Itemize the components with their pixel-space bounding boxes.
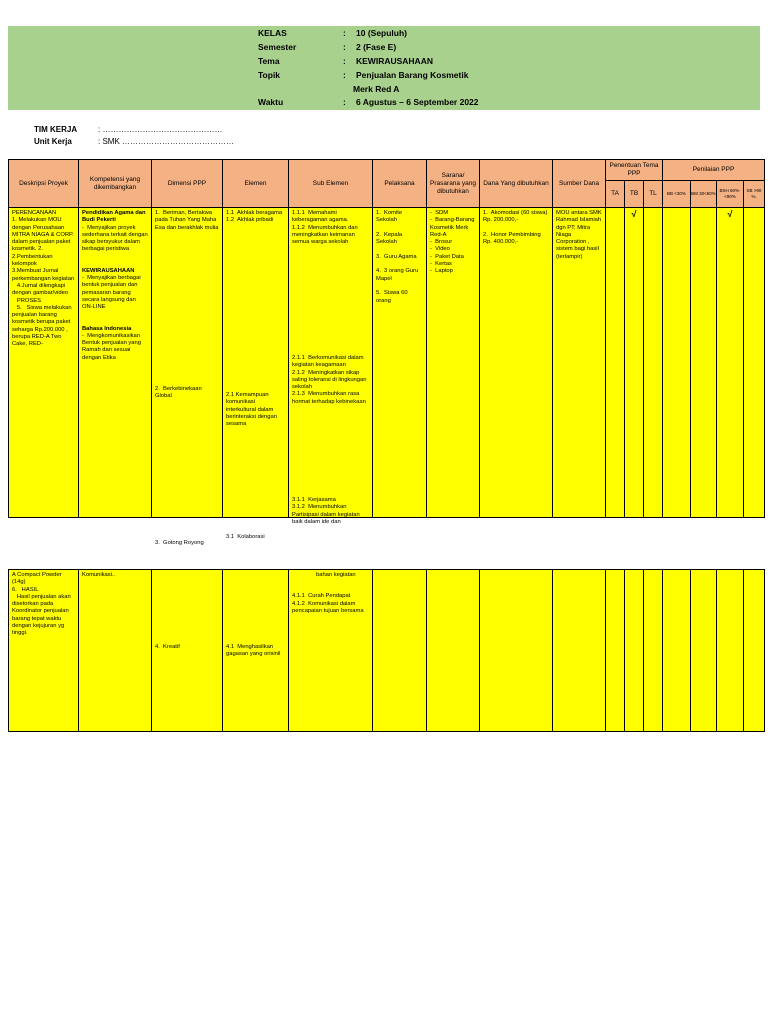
cell-elemen: 1.1 Akhlak beragama 1.2 Akhlak pribadi 2.1 Kemampuan komunikasi interkultural dalam berinteraksi dengan sesama 3.1 Kolaborasi (223, 208, 289, 518)
cell-deskripsi-cont: A Compact Powder (14g) 6. HASIL Hasil penjualan akan disetorkan pada Koordinator penjualan barang tepat waktu dengan kejujuran yg tinggi. (9, 570, 79, 732)
header-bm: BM 30<60% (691, 181, 717, 208)
cell-sumber: MOU antara SMK Rahmad Islamiah dgn PT; Mitra Niaga Corporation , sistem bagi hasil (terlampir) (553, 208, 606, 518)
cell-dimensi-cont: 4. Kreatif (152, 570, 223, 732)
header-sub-elemen: Sub Elemen (289, 160, 373, 208)
cell-deskripsi: PERENCANAAN 1. Melakukan MOU dengan Perusahaan MITRA NIAGA & CORP. dalam penjualan paket kosmetik. 2. 2.Pembentukan kelompok 3.Membuat Jurnal perkembangan kegiatan 4.Jurnal dilengkapi dengan gambar/video PROSES 5. Siswa melakukan penjualan barang kosmetik berupa paket seharga Rp.200.000 , berupa RED-A Two Cake, RED- (9, 208, 79, 518)
header-ta: TA (606, 181, 625, 208)
cell-dimensi: 1. Beriman, Bertakwa pada Tuhan Yang Maha Esa dan berakhlak mulia 2. Berkebinekaan Global 3. Gotong Royong (152, 208, 223, 518)
cell-sb-cont (744, 570, 765, 732)
cell-bm-cont (691, 570, 717, 732)
header-sarana: Sarana/ Prasarana yang dibutuhkan (427, 160, 480, 208)
header-tb: TB (625, 181, 644, 208)
cell-tb-check: √ (625, 208, 644, 518)
cell-sub-elemen-cont: bahan kegiatan 4.1.1 Curah Pendapat 4.1.2 Komunikasi dalam pencapaian tujuan bersama (289, 570, 373, 732)
cell-bsh-cont (717, 570, 744, 732)
header-bsh: BSH 60%-<90% (717, 181, 744, 208)
cell-kompetensi-cont: Komunikasi.. (79, 570, 152, 732)
cell-ta-cont (606, 570, 625, 732)
cell-elemen-cont: 4.1 Menghasilkan gagasan yang orisinil (223, 570, 289, 732)
cell-dana: 1. Akomodasi (60 siswa) Rp. 200.000,- 2. Honor Pembimbing Rp. 400.000,- (480, 208, 553, 518)
cell-kompetensi: Pendidikan Agama dan Budi Pekerti - Menyajikan proyek sederhana terkait dengan sikap bersyukur dalam berbagai peristiwa KEWIRAUSAHAAN - Menyajikan berbagai bentuk penjualan dan pemasaran barang secara langsung dan ON-LINE Bahasa Indonesia - Mengkomunikasikan Bentuk penjualan yang Ramah dan sesuai dengan Etika (79, 208, 152, 518)
cell-pelaksana: 1. Komite Sekolah 2. Kepala Sekolah 3. Guru Agama 4. 3 orang Guru Mapel 5. Siswa 60 orang (373, 208, 427, 518)
header-dana: Dana Yang dibutuhkan (480, 160, 553, 208)
project-table (8, 159, 765, 546)
cell-bb-cont (663, 570, 691, 732)
header-sb: SB >90 %. (744, 181, 765, 208)
header-sumber: Sumber Dana (553, 160, 606, 208)
header-penentuan: Penentuan Tema PPP (606, 160, 663, 181)
cell-tl (644, 208, 663, 518)
cell-sb (744, 208, 765, 518)
cell-ta (606, 208, 625, 518)
cell-sumber-cont (553, 570, 606, 732)
header-deskripsi: Deskripsi Proyek (9, 160, 79, 208)
cell-bm (691, 208, 717, 518)
cell-sarana: - SDM - Barang-Barang Kosmetik Merk Red-A - Brosur - Video - Paket Data - Kertas - Laptop (427, 208, 480, 518)
cell-tb-cont (625, 570, 644, 732)
cell-tl-cont (644, 570, 663, 732)
header-elemen: Elemen (223, 160, 289, 208)
cell-bsh-check: √ (717, 208, 744, 518)
header-penilaian: Penilaian PPP (663, 160, 765, 181)
cell-sub-elemen: 1.1.1 Memahami keberagaman agama. 1.1.2 Menumbuhkan dan meningkatkan keimanan semua warga sekolah 2.1.1 Berkomunikasi dalam kegiatan keagamaan 2.1.2 Meningkatkan sikap saling toleransi di lingkungan sekolah 2.1.3 Menumbuhkan rasa hormat terhadap kebinekaan 3.1.1 Kerjasama 3.1.2 Menumbuhkan Partisipasi dalam kegiatan baik dalam ide dan (289, 208, 373, 518)
header-kompetensi: Kompetensi yang dikembangkan (79, 160, 152, 208)
header-tl: TL (644, 181, 663, 208)
header-dimensi: Dimensi PPP (152, 160, 223, 208)
cell-pelaksana-cont (373, 570, 427, 732)
cell-sarana-cont (427, 570, 480, 732)
header-pelaksana: Pelaksana (373, 160, 427, 208)
header-bb: BB <30% (663, 181, 691, 208)
project-table-continued (8, 569, 765, 732)
cell-bb (663, 208, 691, 518)
cell-dana-cont (480, 570, 553, 732)
